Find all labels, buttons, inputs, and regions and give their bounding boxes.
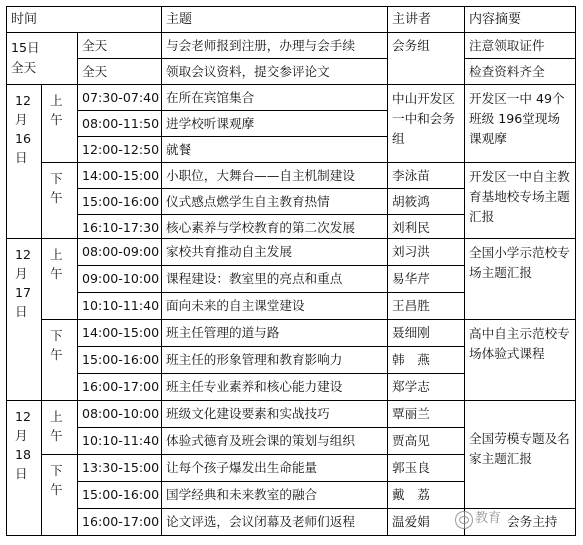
day16-am-label-cell bbox=[41, 84, 78, 163]
topic-label: 让每个孩子爆发出生命能量 bbox=[166, 460, 318, 475]
day15-time-1 bbox=[77, 32, 162, 59]
topic-label: 班主任专业素养和核心能力建设 bbox=[166, 379, 343, 394]
day15-summary-1 bbox=[464, 32, 576, 59]
day17-speaker-3 bbox=[387, 292, 465, 320]
topic-label: 就餐 bbox=[166, 142, 192, 157]
day16-topic-5 bbox=[161, 188, 388, 215]
am-label: 上午 bbox=[50, 93, 63, 127]
day15-summary-2 bbox=[464, 58, 576, 85]
day15-topic-1 bbox=[161, 32, 388, 59]
time-label: 08:00-10:00 bbox=[82, 406, 160, 421]
day18-time-3 bbox=[77, 454, 162, 482]
summary-label: 高中自主示范校专场体验式课程 bbox=[469, 326, 570, 361]
day17-topic-1 bbox=[161, 238, 388, 266]
pm-label: 下午 bbox=[50, 328, 63, 362]
summary-label: 全国劳模专题及名家主题汇报 bbox=[469, 431, 570, 466]
summary-label: 检查资料齐全 bbox=[469, 64, 545, 79]
time-label: 10:10-11:40 bbox=[82, 298, 160, 313]
speaker-label: 温爱娟 bbox=[392, 514, 430, 529]
topic-label: 家校共育推动自主发展 bbox=[166, 244, 292, 259]
speaker-label: 韩 燕 bbox=[392, 352, 430, 367]
header-summary bbox=[464, 6, 576, 33]
time-label: 12:00-12:50 bbox=[82, 142, 160, 157]
day15-speaker bbox=[387, 32, 465, 85]
day16-speaker-pm2 bbox=[387, 188, 465, 215]
summary-label: 注意领取证件 bbox=[469, 38, 545, 53]
time-label: 全天 bbox=[82, 38, 108, 53]
day16-time-6 bbox=[77, 214, 162, 239]
day16-speaker-am bbox=[387, 84, 465, 163]
time-label: 08:00-11:50 bbox=[82, 116, 160, 131]
speaker-label: 戴 荔 bbox=[392, 487, 430, 502]
day17-speaker-2 bbox=[387, 265, 465, 293]
speaker-label: 易华芹 bbox=[392, 271, 430, 286]
day17-topic-3 bbox=[161, 292, 388, 320]
speaker-label: 刘习洪 bbox=[392, 244, 430, 259]
topic-label: 小职位，大舞台——自主机制建设 bbox=[166, 168, 355, 183]
day16-topic-4 bbox=[161, 162, 388, 189]
time-label: 15:00-16:00 bbox=[82, 487, 160, 502]
day16-time-3 bbox=[77, 136, 162, 163]
speaker-label: 聂细刚 bbox=[392, 325, 430, 340]
time-label: 16:10-17:30 bbox=[82, 220, 160, 235]
time-label: 09:00-10:00 bbox=[82, 271, 160, 286]
day17-pm-label-cell bbox=[41, 319, 78, 401]
header-speaker bbox=[387, 6, 465, 33]
topic-label: 班主任的形象管理和教育影响力 bbox=[166, 352, 343, 367]
date-16-label: 12月16日 bbox=[15, 93, 32, 165]
day16-time-2 bbox=[77, 110, 162, 137]
topic-label: 论文评选，会议闭幕及老师们返程 bbox=[166, 514, 355, 529]
speaker-label: 郑学志 bbox=[392, 379, 430, 394]
summary-label: 开发区一中 49个班级 196堂现场课观摩 bbox=[469, 91, 565, 146]
day17-time-4 bbox=[77, 319, 162, 347]
speaker-label: 郭玉良 bbox=[392, 460, 430, 475]
day15-time-2 bbox=[77, 58, 162, 85]
day18-time-1 bbox=[77, 400, 162, 428]
speaker-label: 胡筱鸿 bbox=[392, 194, 430, 209]
day17-speaker-1 bbox=[387, 238, 465, 266]
day18-speaker-2 bbox=[387, 427, 465, 455]
speaker-label: 会务组 bbox=[392, 38, 430, 53]
day18-topic-5 bbox=[161, 508, 388, 536]
day15-topic-2 bbox=[161, 58, 388, 85]
header-time-label: 时间 bbox=[11, 12, 38, 27]
day17-speaker-6 bbox=[387, 373, 465, 401]
time-label: 14:00-15:00 bbox=[82, 168, 160, 183]
day16-speaker-pm3 bbox=[387, 214, 465, 239]
topic-label: 课程建设：教室里的亮点和重点 bbox=[166, 271, 343, 286]
time-label: 15:00-16:00 bbox=[82, 194, 160, 209]
date-15-label: 15日全天 bbox=[11, 40, 40, 75]
day18-am-label-cell bbox=[41, 400, 78, 455]
date-15 bbox=[6, 32, 78, 85]
topic-label: 班级文化建设要素和实战技巧 bbox=[166, 406, 330, 421]
watermark bbox=[453, 507, 578, 531]
pm-label: 下午 bbox=[50, 171, 63, 205]
topic-label: 领取会议资料，提交参评论文 bbox=[166, 64, 330, 79]
date-16 bbox=[6, 84, 42, 239]
day18-speaker-4 bbox=[387, 481, 465, 509]
day17-time-1 bbox=[77, 238, 162, 266]
day17-am-label-cell bbox=[41, 238, 78, 320]
time-label: 16:00-17:00 bbox=[82, 514, 160, 529]
topic-label: 班主任管理的道与路 bbox=[166, 325, 280, 340]
day17-time-5 bbox=[77, 346, 162, 374]
topic-label: 仪式感点燃学生自主教育热情 bbox=[166, 194, 330, 209]
time-label: 13:30-15:00 bbox=[82, 460, 160, 475]
day18-topic-1 bbox=[161, 400, 388, 428]
topic-label: 国学经典和未来教室的融合 bbox=[166, 487, 318, 502]
summary-label: 开发区一中自主教育基地校专场主题汇报 bbox=[469, 169, 570, 224]
day17-topic-4 bbox=[161, 319, 388, 347]
header-topic-label: 主题 bbox=[166, 12, 193, 27]
day18-topic-2 bbox=[161, 427, 388, 455]
day17-time-3 bbox=[77, 292, 162, 320]
day17-speaker-4 bbox=[387, 319, 465, 347]
date-18 bbox=[6, 400, 42, 536]
day18-speaker-3 bbox=[387, 454, 465, 482]
header-time bbox=[6, 6, 162, 33]
topic-label: 体验式德育及班会课的策划与组织 bbox=[166, 433, 355, 448]
watermark-text: 教育 bbox=[475, 511, 502, 526]
day17-topic-6 bbox=[161, 373, 388, 401]
time-label: 16:00-17:00 bbox=[82, 379, 160, 394]
day17-summary-pm bbox=[464, 319, 576, 401]
header-topic bbox=[161, 6, 388, 33]
day17-topic-2 bbox=[161, 265, 388, 293]
day16-time-5 bbox=[77, 188, 162, 215]
date-17-label: 12月17日 bbox=[15, 247, 32, 319]
speaker-label: 王昌胜 bbox=[392, 298, 430, 313]
summary-label: 全国小学示范校专场主题汇报 bbox=[469, 245, 570, 280]
day18-summary-am bbox=[464, 400, 576, 509]
wechat-icon bbox=[455, 511, 473, 529]
topic-label: 与会老师报到注册，办理与会手续 bbox=[166, 38, 355, 53]
topic-label: 在所在宾馆集合 bbox=[166, 90, 255, 105]
speaker-label: 中山开发区一中和会务组 bbox=[392, 91, 455, 146]
day16-time-4 bbox=[77, 162, 162, 189]
day17-time-2 bbox=[77, 265, 162, 293]
day16-topic-1 bbox=[161, 84, 388, 111]
day16-speaker-pm1 bbox=[387, 162, 465, 189]
pm-label: 下午 bbox=[50, 463, 63, 497]
day18-time-5 bbox=[77, 508, 162, 536]
day18-topic-3 bbox=[161, 454, 388, 482]
time-label: 07:30-07:40 bbox=[82, 90, 160, 105]
day16-pm-label-cell bbox=[41, 162, 78, 239]
time-label: 15:00-16:00 bbox=[82, 352, 160, 367]
day16-time-1 bbox=[77, 84, 162, 111]
day17-topic-5 bbox=[161, 346, 388, 374]
day16-topic-2 bbox=[161, 110, 388, 137]
day18-time-2 bbox=[77, 427, 162, 455]
day16-summary-pm bbox=[464, 162, 576, 239]
time-label: 08:00-09:00 bbox=[82, 244, 160, 259]
time-label: 14:00-15:00 bbox=[82, 325, 160, 340]
am-label: 上午 bbox=[50, 409, 63, 443]
speaker-label: 覃丽兰 bbox=[392, 406, 430, 421]
day17-time-6 bbox=[77, 373, 162, 401]
day18-time-4 bbox=[77, 481, 162, 509]
day17-speaker-5 bbox=[387, 346, 465, 374]
day16-topic-6 bbox=[161, 214, 388, 239]
topic-label: 核心素养与学校教育的第二次发展 bbox=[166, 220, 355, 235]
day16-topic-3 bbox=[161, 136, 388, 163]
time-label: 全天 bbox=[82, 64, 108, 79]
speaker-label: 李泳苗 bbox=[392, 168, 430, 183]
date-17 bbox=[6, 238, 42, 401]
day18-speaker-1 bbox=[387, 400, 465, 428]
speaker-label: 刘利民 bbox=[392, 220, 430, 235]
date-18-label: 12月18日 bbox=[15, 409, 32, 481]
header-summary-label: 内容摘要 bbox=[469, 12, 522, 27]
summary-label: 会务主持 bbox=[507, 514, 558, 529]
topic-label: 进学校听课观摩 bbox=[166, 116, 255, 131]
am-label: 上午 bbox=[50, 247, 63, 281]
topic-label: 面向未来的自主课堂建设 bbox=[166, 298, 305, 313]
day17-summary-am bbox=[464, 238, 576, 320]
day18-topic-4 bbox=[161, 481, 388, 509]
header-speaker-label: 主讲者 bbox=[392, 12, 432, 27]
speaker-label: 贾高见 bbox=[392, 433, 430, 448]
time-label: 10:10-11:40 bbox=[82, 433, 160, 448]
day18-pm-label-cell bbox=[41, 454, 78, 536]
day16-summary-am bbox=[464, 84, 576, 163]
